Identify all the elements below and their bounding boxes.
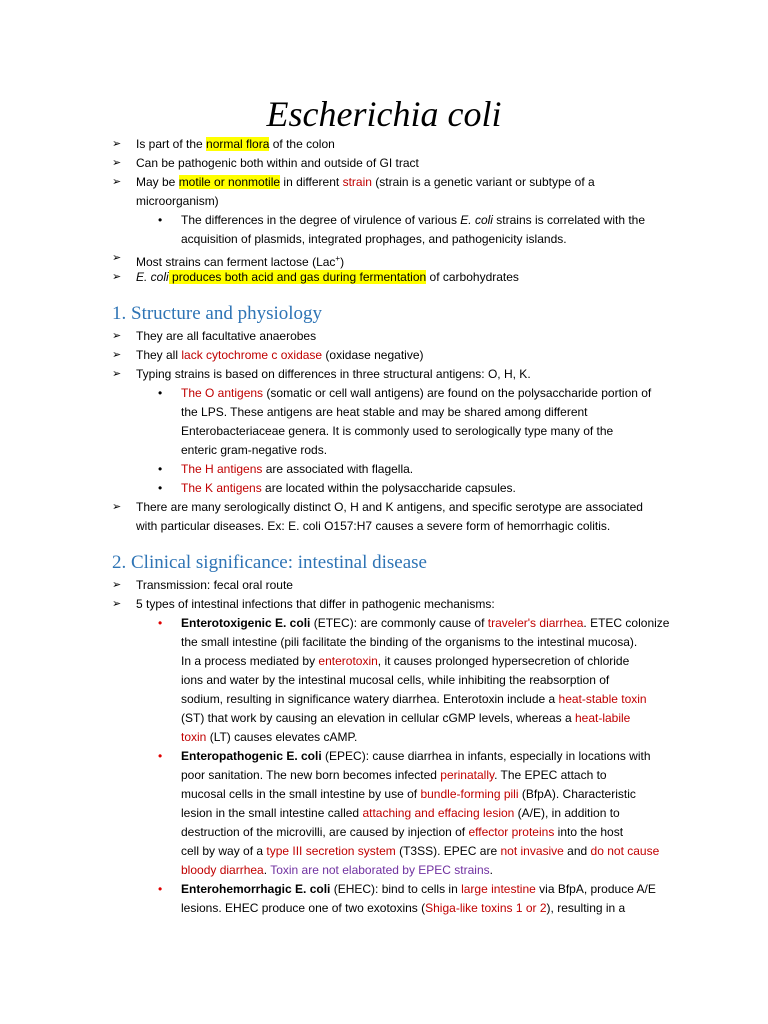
epec-line-6: cell by way of a type III secretion system (T3SS). EPEC are not invasive and do not cause (181, 844, 660, 858)
intro-line-3: May be motile or nonmotile in different strain (strain is a genetic variant or subtype of a (136, 175, 595, 189)
section-1-line-4: There are many serologically distinct O, H and K antigens, and specific serotype are associated (136, 500, 643, 514)
bullet-dot-icon: • (158, 213, 163, 227)
red-bullet-dot-icon: • (158, 749, 163, 763)
etec-line-6: (ST) that work by causing an elevation in cellular cGMP levels, whereas a heat-labile (181, 711, 631, 725)
epec-line-4: lesion in the small intestine called attaching and effacing lesion (A/E), in addition to (181, 806, 620, 820)
epec-line-3: mucosal cells in the small intestine by use of bundle-forming pili (BfpA). Characteristic (181, 787, 636, 801)
arrow-bullet-icon: ➢ (112, 252, 122, 264)
section-2-heading: 2. Clinical significance: intestinal disease (112, 552, 427, 573)
o-antigen-line-4: enteric gram-negative rods. (181, 443, 328, 457)
ehec-line-1: Enterohemorrhagic E. coli (EHEC): bind to cells in large intestine via BfpA, produce A/E (181, 882, 656, 896)
o-antigen-line-2: the LPS. These antigens are heat stable and may be shared among different (181, 405, 588, 419)
arrow-bullet-icon: ➢ (112, 598, 122, 610)
section-1-line-3: Typing strains is based on differences in three structural antigens: O, H, K. (136, 367, 531, 381)
k-antigen-line: The K antigens are located within the polysaccharide capsules. (181, 481, 516, 495)
red-bullet-dot-icon: • (158, 616, 163, 630)
red-bullet-dot-icon: • (158, 882, 163, 896)
section-1-line-2: They all lack cytochrome c oxidase (oxidase negative) (136, 348, 424, 362)
section-2-line-2: 5 types of intestinal infections that differ in pathogenic mechanisms: (136, 597, 495, 611)
intro-line-2: Can be pathogenic both within and outside of GI tract (136, 156, 419, 170)
etec-line-5: sodium, resulting in significance watery diarrhea. Enterotoxin include a heat-stable toxin (181, 692, 647, 706)
epec-line-5: destruction of the microvilli, are caused by injection of effector proteins into the host (181, 825, 624, 839)
section-2-line-1: Transmission: fecal oral route (136, 578, 293, 592)
section-1-heading: 1. Structure and physiology (112, 303, 323, 324)
bullet-dot-icon: • (158, 386, 163, 400)
h-antigen-line: The H antigens are associated with flagella. (181, 462, 414, 476)
bullet-dot-icon: • (158, 481, 163, 495)
arrow-bullet-icon: ➢ (112, 501, 122, 513)
epec-line-7: bloody diarrhea. Toxin are not elaborated by EPEC strains. (181, 863, 493, 877)
intro-line-3-cont: microorganism) (136, 194, 219, 208)
arrow-bullet-icon: ➢ (112, 368, 122, 380)
epec-line-1: Enteropathogenic E. coli (EPEC): cause diarrhea in infants, especially in locations with (181, 749, 651, 763)
epec-line-2: poor sanitation. The new born becomes infected perinatally. The EPEC attach to (181, 768, 607, 782)
intro-line-5: E. coli produces both acid and gas during fermentation of carbohydrates (136, 270, 519, 284)
arrow-bullet-icon: ➢ (112, 579, 122, 591)
etec-line-4: ions and water by the intestinal mucosal cells, while inhibiting the reabsorption of (181, 673, 610, 687)
arrow-bullet-icon: ➢ (112, 176, 122, 188)
intro-sub-line-2: acquisition of plasmids, integrated prophages, and pathogenicity islands. (181, 232, 567, 246)
o-antigen-line-3: Enterobacteriaceae genera. It is commonly used to serologically type many of the (181, 424, 614, 438)
arrow-bullet-icon: ➢ (112, 330, 122, 342)
section-1-line-1: They are all facultative anaerobes (136, 329, 317, 343)
bullet-dot-icon: • (158, 462, 163, 476)
etec-line-7: toxin (LT) causes elevates cAMP. (181, 730, 358, 744)
intro-line-1: Is part of the normal flora of the colon (136, 137, 335, 151)
page-title: Escherichia coli (266, 94, 502, 134)
etec-line-1: Enterotoxigenic E. coli (ETEC): are commonly cause of traveler's diarrhea. ETEC colonize (181, 616, 670, 630)
etec-line-2: the small intestine (pili facilitate the binding of the organisms to the intestinal mucosa). (181, 635, 638, 649)
ehec-line-2: lesions. EHEC produce one of two exotoxins (Shiga-like toxins 1 or 2), resulting in a (181, 901, 626, 915)
arrow-bullet-icon: ➢ (112, 271, 122, 283)
arrow-bullet-icon: ➢ (112, 157, 122, 169)
intro-line-4: Most strains can ferment lactose (Lac+) (136, 254, 345, 269)
arrow-bullet-icon: ➢ (112, 138, 122, 150)
arrow-bullet-icon: ➢ (112, 349, 122, 361)
section-1-line-4-cont: with particular diseases. Ex: E. coli O157:H7 causes a severe form of hemorrhagic colitis. (136, 519, 611, 533)
intro-sub-line-1: The differences in the degree of virulence of various E. coli strains is correlated with the (181, 213, 646, 227)
etec-line-3: In a process mediated by enterotoxin, it causes prolonged hypersecretion of chloride (181, 654, 630, 668)
o-antigen-line-1: The O antigens (somatic or cell wall antigens) are found on the polysaccharide portion of (181, 386, 652, 400)
